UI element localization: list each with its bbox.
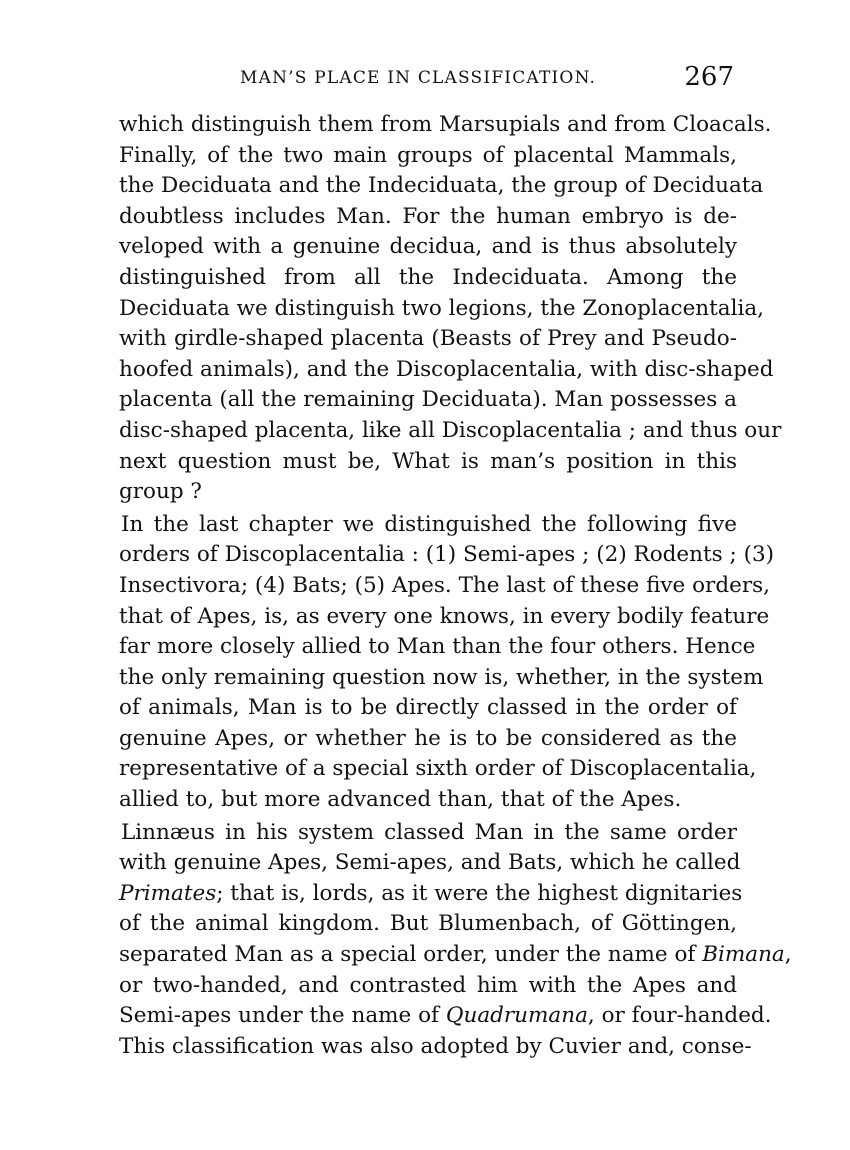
italic-term: Bimana <box>702 942 785 968</box>
text-line: with girdle-shaped placenta (Beasts of Prey and Pseudo- <box>119 326 737 352</box>
text-line: Deciduata we distinguish two legions, the Zonoplacentalia, <box>119 295 764 321</box>
text-line: genuine Apes, or whether he is to be considered as the <box>119 725 737 751</box>
page-number: 267 <box>684 62 734 92</box>
text-line: with genuine Apes, Semi-apes, and Bats, which he called <box>119 850 741 876</box>
text-line: that of Apes, is, as every one knows, in every bodily feature <box>119 603 770 629</box>
text-line: of animals, Man is to be directly classed in the order of <box>119 695 737 721</box>
text-line: veloped with a genuine decidua, and is thus absolutely <box>119 234 737 260</box>
text-line: allied to, but more advanced than, that of the Apes. <box>119 787 682 813</box>
italic-term: Primates <box>119 880 217 906</box>
text-line: which distinguish them from Marsupials and from Cloacals. <box>119 112 772 137</box>
text-line: hoofed animals), and the Discoplacentalia, with disc-shaped <box>119 356 774 382</box>
text-line: Insectivora; (4) Bats; (5) Apes. The last of these five orders, <box>119 572 770 598</box>
text-line: doubtless includes Man. For the human embryo is de- <box>119 203 737 229</box>
text-line: orders of Discoplacentalia : (1) Semi-apes ; (2) Rodents ; (3) <box>119 542 775 568</box>
paragraph-3 <box>119 818 792 1063</box>
text-line: group ? <box>119 479 202 505</box>
text-line: Primates; that is, lords, as it were the highest dignitaries <box>119 880 743 906</box>
text-line: representative of a special sixth order of Discoplacentalia, <box>119 756 757 782</box>
paragraph-2 <box>119 510 775 816</box>
text-line: disc-shaped placenta, like all Discoplacentalia ; and thus our <box>119 417 782 443</box>
running-title: MAN’S PLACE IN CLASSIFICATION. <box>240 68 597 88</box>
text-line: of the animal kingdom. But Blumenbach, of Göttingen, <box>119 911 737 937</box>
text-line: In the last chapter we distinguished the following five <box>121 511 737 537</box>
text-line: Semi-apes under the name of Quadrumana, or four-handed. <box>119 1003 772 1029</box>
text-line: or two-handed, and contrasted him with the Apes and <box>119 972 737 998</box>
text-line: next question must be, What is man’s position in this <box>119 448 737 474</box>
text-line: the only remaining question now is, whether, in the system <box>119 664 764 690</box>
body-text <box>119 110 792 1062</box>
text-line: distinguished from all the Indeciduata. Among the <box>119 264 737 290</box>
text-line: Linnæus in his system classed Man in the same order <box>121 819 737 845</box>
italic-term: Quadrumana <box>445 1003 588 1029</box>
text-line: Finally, of the two main groups of placental Mammals, <box>119 142 737 168</box>
text-line: placenta (all the remaining Deciduata). Man possesses a <box>119 387 737 413</box>
paragraph-1 <box>119 110 782 508</box>
text-line: This classification was also adopted by Cuvier and, conse- <box>119 1033 752 1059</box>
running-head <box>118 62 738 96</box>
text-line: the Deciduata and the Indeciduata, the group of Deciduata <box>119 173 764 199</box>
text-line: separated Man as a special order, under the name of Bimana, <box>119 942 792 968</box>
text-line: far more closely allied to Man than the four others. Hence <box>119 634 756 660</box>
